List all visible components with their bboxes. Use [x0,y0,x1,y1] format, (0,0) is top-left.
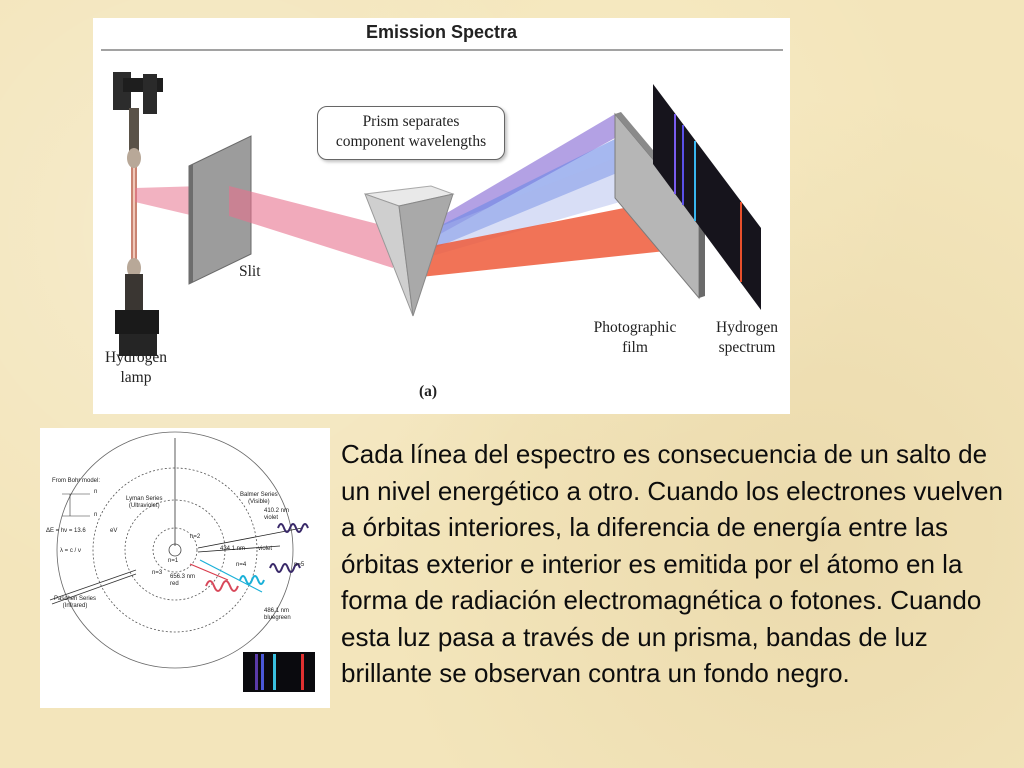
figure-title: Emission Spectra [365,22,518,42]
part-label [419,382,437,402]
lambda-equation: λ = c / ν [60,548,81,554]
emission-spectra-figure [93,18,790,414]
wavelength-410-value: 410.2 nm [264,508,290,514]
from-bohr-model-label: From Bohr model: [52,478,101,484]
hydrogen-lamp-image [111,70,163,360]
orbit-label-n2: n=2 [190,534,201,540]
wavelength-434-color: violet [258,546,273,552]
prism-callout [317,106,505,160]
mini-line-cyan [273,654,276,690]
photon-656-wave [206,581,238,591]
paschen-series-label [54,596,96,610]
wavelength-486 [264,608,291,622]
wavelength-410-color: violet [264,515,279,521]
photon-410-wave [278,524,308,532]
orbit-label-n1: n=1 [168,558,179,564]
spectrum-label-line-1: Hydrogen [716,319,778,336]
paschen-line-1-text: Paschen Series [54,596,97,602]
mini-line-red [301,654,304,690]
lamp-label-line-1: Hydrogen [105,349,167,366]
lyman-series-label [126,496,162,510]
wavelength-434: 434.1 nm [220,546,246,552]
film-label-line-2: film [622,339,648,356]
lyman-line-2: (Ultraviolet) [128,503,160,509]
wavelength-486-value: 486.1 nm [264,608,290,614]
wavelength-656 [170,574,195,588]
photographic-film-label [581,318,689,358]
orbit-label-n4: n=4 [236,562,247,568]
energy-unit: eV [110,528,118,534]
mini-spectrum [243,652,315,692]
callout-line-2: component wavelengths [335,133,487,150]
film-label-line-1: Photographic [593,319,677,336]
orbit-label-n3: n=3 [152,570,163,576]
hydrogen-spectrum-label [705,318,789,358]
balmer-line-2: (Visible) [248,499,270,505]
slit-label-text: Slit [239,263,261,280]
orbit-label-n5: n=5 [294,562,305,568]
hydrogen-lamp-label [97,348,175,388]
mini-spectrum-lines [243,652,315,692]
explanation-paragraph: Cada línea del espectro es consecuencia de un salto de un nivel energético a otro. Cuando los electrones vuelven a órbitas interiores, la diferencia de energía entre las órbitas exterior e interior es emitida por el átomo en la forma de radiación electromagnética o fotones. Cuando esta luz pasa a través de un prisma, bandas de luz brillante se observan contra un fondo negro. [341,439,1003,688]
lyman-line-1: Lyman Series [126,496,163,502]
slit-label [239,262,261,282]
wavelength-410 [264,508,289,522]
n1-label: n [94,512,98,518]
lamp-label-line-2: lamp [120,369,152,386]
energy-equation: ΔE = hν = 13.6 [46,528,86,534]
n2-label: n [94,489,98,495]
bohr-model-figure [40,428,330,708]
callout-line-1: Prism separates [362,113,460,130]
paschen-line-2-text: (Infrared) [62,603,88,609]
wavelength-486-color: bluegreen [264,615,291,621]
part-label-text: (a) [419,383,438,400]
mini-line-indigo [261,654,264,690]
balmer-series-label [240,492,278,506]
spectrum-label-line-2: spectrum [718,339,776,356]
mini-line-violet [255,654,258,690]
wavelength-656-color: red [170,581,179,587]
balmer-line-1: Balmer Series [240,492,278,498]
wavelength-656-value: 656.3 nm [170,574,196,580]
